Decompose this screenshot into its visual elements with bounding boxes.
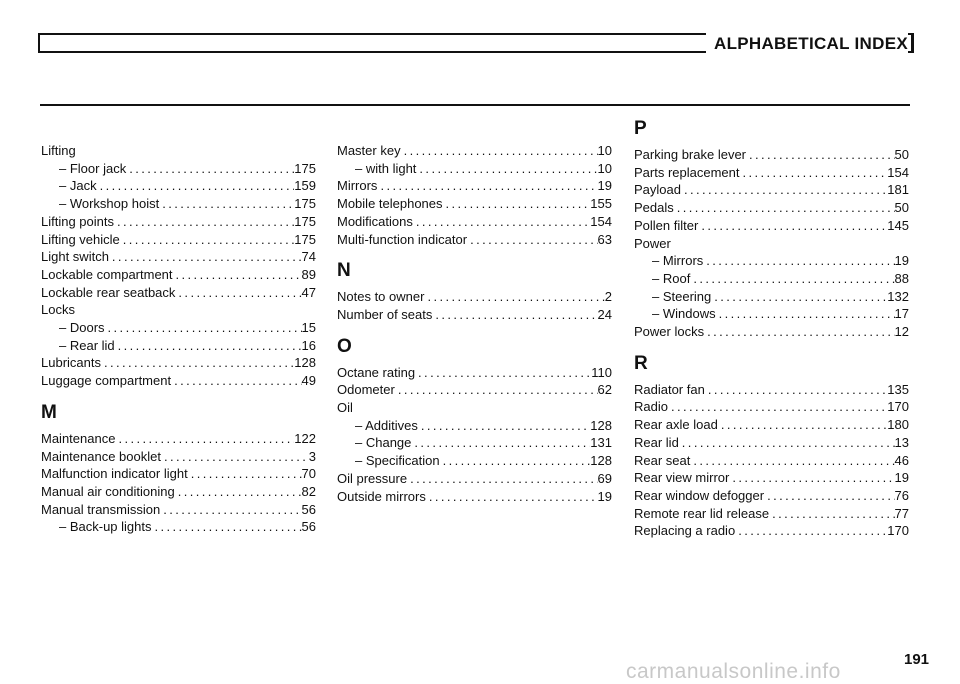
dot-leader (152, 518, 302, 536)
entry-list-o (337, 364, 612, 506)
entry-page: 13 (894, 434, 909, 450)
entry-label: Multi-function indicator (337, 231, 468, 247)
dot-leader (735, 522, 887, 540)
index-entry (41, 213, 316, 231)
dot-leader (109, 248, 302, 266)
dot-leader (411, 434, 590, 452)
dot-leader (681, 181, 887, 199)
index-entry (337, 488, 612, 506)
dot-leader (668, 398, 887, 416)
dot-leader (764, 487, 894, 505)
entry-page: 175 (294, 213, 316, 229)
index-entry (337, 160, 612, 178)
dot-leader (703, 252, 894, 270)
entry-page: 154 (590, 213, 612, 229)
entry-label: – Roof (652, 270, 691, 286)
entry-label: Radiator fan (634, 381, 705, 397)
index-entry (634, 469, 909, 487)
dot-leader (115, 337, 302, 355)
entry-page: 17 (894, 306, 909, 322)
dot-leader (159, 195, 294, 213)
index-entry (634, 217, 909, 235)
watermark: carmanualsonline.info (626, 660, 841, 683)
index-entry (41, 160, 316, 178)
entry-page: 69 (597, 470, 612, 486)
entry-page: 170 (887, 399, 909, 415)
entry-label: Pedals (634, 200, 674, 216)
dot-leader (120, 231, 295, 249)
entry-page: 10 (597, 143, 612, 158)
entry-list-p (634, 146, 909, 341)
dot-leader (440, 452, 591, 470)
index-column-1 (41, 142, 316, 536)
entry-page: 10 (597, 160, 612, 176)
entry-page: 128 (590, 453, 612, 469)
entry-list-n (337, 288, 612, 323)
entry-page: 175 (294, 231, 316, 247)
entry-page: 2 (604, 289, 612, 305)
dot-leader (674, 199, 895, 217)
entry-label: Rear window defogger (634, 487, 765, 503)
entry-page: 70 (301, 466, 316, 482)
dot-leader (704, 323, 894, 341)
entry-label: Parts replacement (634, 164, 740, 180)
entry-label: Octane rating (337, 364, 416, 380)
entry-page: 155 (590, 196, 612, 212)
index-entry (41, 501, 316, 519)
index-column-2 (337, 142, 612, 505)
entry-page: 170 (887, 523, 909, 539)
entry-page: 12 (894, 324, 909, 340)
dot-leader (690, 452, 894, 470)
index-entry (337, 306, 612, 324)
entry-page: 19 (597, 178, 612, 194)
index-entry (41, 319, 316, 337)
index-entry (634, 164, 909, 182)
index-entry (634, 235, 909, 253)
entry-label: Lifting vehicle (41, 231, 120, 247)
entry-page: 16 (301, 337, 316, 353)
entry-label: Oil (337, 400, 353, 416)
dot-leader (416, 160, 597, 178)
dot-leader (175, 483, 302, 501)
entry-page: 159 (294, 178, 316, 194)
dot-leader (161, 448, 309, 466)
entry-page: 24 (597, 306, 612, 322)
dot-leader (188, 465, 302, 483)
index-entry (337, 195, 612, 213)
entry-page: 19 (894, 253, 909, 269)
dot-leader (443, 195, 591, 213)
index-entry (337, 177, 612, 195)
index-entry (337, 142, 612, 160)
index-entry (41, 448, 316, 466)
index-entry (634, 416, 909, 434)
dot-leader (401, 142, 598, 160)
entry-label: – Additives (355, 417, 418, 433)
entry-page: 15 (301, 320, 316, 336)
section-letter-o: O (337, 335, 352, 357)
dot-leader (679, 434, 895, 452)
dot-leader (705, 381, 887, 399)
index-entry (634, 434, 909, 452)
page-title: ALPHABETICAL INDEX (706, 33, 908, 55)
dot-leader (698, 217, 887, 235)
entry-page: 82 (301, 483, 316, 499)
index-entry (41, 248, 316, 266)
index-column-3 (634, 118, 909, 540)
entry-label: Luggage compartment (41, 373, 172, 389)
entry-label: Power locks (634, 324, 705, 340)
index-entry (337, 417, 612, 435)
entry-label: Rear seat (634, 452, 691, 468)
entry-label: Lockable compartment (41, 266, 173, 282)
entry-page: 3 (308, 448, 316, 464)
dot-leader (716, 305, 895, 323)
dot-leader (413, 213, 590, 231)
entry-page: 49 (301, 373, 316, 389)
entry-label: Locks (41, 302, 75, 318)
entry-label: – Rear lid (59, 337, 115, 353)
dot-leader (426, 488, 598, 506)
section-letter-m: M (41, 401, 57, 423)
index-entry (337, 452, 612, 470)
entry-page: 128 (294, 355, 316, 371)
index-entry (634, 487, 909, 505)
index-entry (337, 470, 612, 488)
dot-leader (115, 430, 294, 448)
entry-page: 56 (301, 519, 316, 535)
dot-leader (175, 284, 301, 302)
entry-label: Rear view mirror (634, 470, 730, 486)
entry-label: – Mirrors (652, 253, 704, 269)
entry-label: Manual air conditioning (41, 483, 175, 499)
entry-page: 50 (894, 147, 909, 162)
index-entry (41, 195, 316, 213)
entry-label: Mobile telephones (337, 196, 443, 212)
entry-page: 122 (294, 430, 316, 446)
dot-leader (173, 266, 302, 284)
entry-list-m (41, 430, 316, 536)
entry-label: Manual transmission (41, 501, 161, 517)
dot-leader (711, 288, 887, 306)
index-entry (634, 305, 909, 323)
dot-leader (424, 288, 604, 306)
entry-label: – Back-up lights (59, 519, 152, 535)
entry-label: Notes to owner (337, 289, 425, 305)
entry-page: 19 (894, 470, 909, 486)
dot-leader (97, 177, 295, 195)
index-entry (41, 354, 316, 372)
entry-page: 56 (301, 501, 316, 517)
entry-page: 19 (597, 488, 612, 504)
entry-page: 180 (887, 417, 909, 433)
entry-label: Number of seats (337, 306, 433, 322)
entry-page: 131 (590, 435, 612, 451)
entry-label: Radio (634, 399, 668, 415)
entry-list-l (41, 142, 316, 390)
entry-page: 145 (887, 217, 909, 233)
entry-page: 154 (887, 164, 909, 180)
entry-page: 47 (301, 284, 316, 300)
index-entry (41, 142, 316, 160)
dot-leader (101, 354, 294, 372)
index-entry (337, 364, 612, 382)
entry-label: Oil pressure (337, 470, 408, 486)
dot-leader (746, 146, 895, 164)
entry-page: 88 (894, 270, 909, 286)
dot-leader (377, 177, 597, 195)
index-entry (41, 430, 316, 448)
entry-label: Lifting (41, 143, 76, 158)
entry-page: 132 (887, 288, 909, 304)
entry-label: Odometer (337, 382, 395, 398)
entry-page: 50 (894, 200, 909, 216)
entry-label: Rear lid (634, 434, 679, 450)
entry-label: – Specification (355, 453, 440, 469)
index-entry (634, 252, 909, 270)
entry-page: 62 (597, 382, 612, 398)
entry-label: Remote rear lid release (634, 505, 770, 521)
dot-leader (467, 231, 597, 249)
entry-label: Lifting points (41, 213, 114, 229)
index-entry (634, 323, 909, 341)
entry-label: – Workshop hoist (59, 196, 160, 212)
entry-label: Rear axle load (634, 417, 718, 433)
index-entry (634, 505, 909, 523)
entry-label: Maintenance (41, 430, 116, 446)
index-entry (634, 270, 909, 288)
entry-label: Light switch (41, 249, 109, 265)
entry-label: Modifications (337, 213, 413, 229)
dot-leader (105, 319, 302, 337)
dot-leader (407, 470, 597, 488)
entry-page: 135 (887, 381, 909, 397)
index-entry (634, 381, 909, 399)
index-entry (337, 434, 612, 452)
entry-label: Mirrors (337, 178, 378, 194)
index-entry (41, 177, 316, 195)
section-letter-r: R (634, 352, 648, 374)
header-divider (40, 104, 910, 106)
section-letter-p: P (634, 118, 647, 139)
entry-label: Parking brake lever (634, 147, 746, 162)
index-entry (41, 266, 316, 284)
section-letter-n: N (337, 260, 351, 282)
entry-label: Lubricants (41, 355, 101, 371)
index-entry (41, 337, 316, 355)
entry-label: – Windows (652, 306, 716, 322)
index-entry (337, 381, 612, 399)
index-entry (634, 288, 909, 306)
dot-leader (160, 501, 301, 519)
entry-page: 175 (294, 160, 316, 176)
entry-page: 46 (894, 452, 909, 468)
entry-label: Payload (634, 182, 681, 198)
index-entry (634, 181, 909, 199)
dot-leader (395, 381, 598, 399)
index-entry (634, 146, 909, 164)
index-entry (41, 483, 316, 501)
entry-label: – Change (355, 435, 412, 451)
index-entry (634, 452, 909, 470)
entry-label: – Doors (59, 320, 105, 336)
page-number: 191 (904, 651, 930, 668)
entry-label: Lockable rear seatback (41, 284, 176, 300)
entry-page: 63 (597, 231, 612, 247)
index-entry (337, 399, 612, 417)
dot-leader (740, 164, 888, 182)
index-entry (634, 199, 909, 217)
entry-list-r (634, 381, 909, 540)
dot-leader (432, 306, 597, 324)
entry-page: 128 (590, 417, 612, 433)
entry-page: 89 (301, 266, 316, 282)
entry-label: – Floor jack (59, 160, 127, 176)
dot-leader (769, 505, 894, 523)
entry-page: 77 (894, 505, 909, 521)
index-entry (41, 518, 316, 536)
dot-leader (171, 372, 301, 390)
index-entry (337, 231, 612, 249)
dot-leader (418, 417, 590, 435)
entry-list-m-cont (337, 142, 612, 248)
dot-leader (718, 416, 887, 434)
dot-leader (415, 364, 591, 382)
entry-label: – Steering (652, 288, 712, 304)
entry-label: – Jack (59, 178, 97, 194)
index-entry (634, 522, 909, 540)
entry-label: Outside mirrors (337, 488, 426, 504)
index-entry (41, 284, 316, 302)
index-entry (41, 372, 316, 390)
entry-page: 175 (294, 196, 316, 212)
dot-leader (114, 213, 294, 231)
entry-label: Replacing a radio (634, 523, 736, 539)
dot-leader (690, 270, 894, 288)
entry-page: 76 (894, 487, 909, 503)
dot-leader (729, 469, 894, 487)
entry-page: 74 (301, 249, 316, 265)
entry-label: Power (634, 235, 671, 251)
index-entry (41, 231, 316, 249)
entry-label: Maintenance booklet (41, 448, 161, 464)
index-entry (337, 213, 612, 231)
index-entry (41, 301, 316, 319)
entry-label: – with light (355, 160, 417, 176)
index-entry (41, 465, 316, 483)
entry-label: Master key (337, 143, 401, 158)
entry-page: 181 (887, 182, 909, 198)
entry-page: 110 (591, 364, 612, 380)
entry-label: Malfunction indicator light (41, 466, 188, 482)
dot-leader (126, 160, 294, 178)
index-entry (634, 398, 909, 416)
entry-label: Pollen filter (634, 217, 699, 233)
index-entry (337, 288, 612, 306)
